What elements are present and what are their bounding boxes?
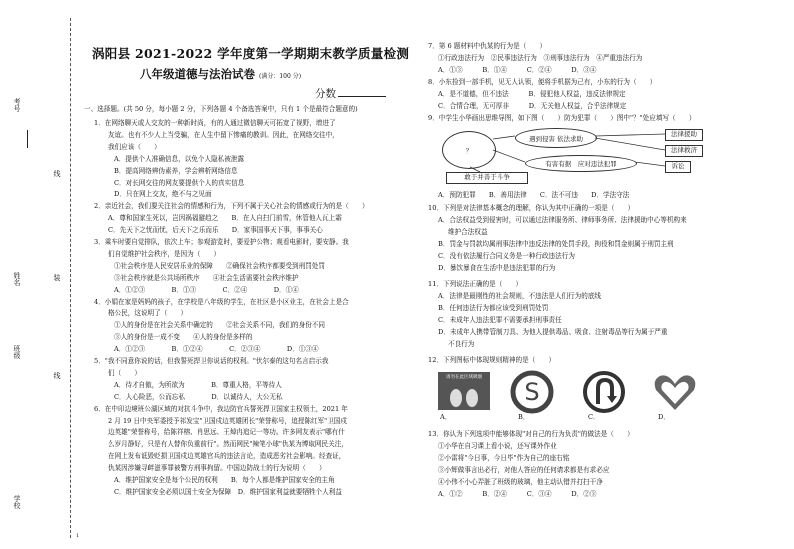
right-question-line: A．①③ B．①④ C．②④ D．③④ (438, 66, 597, 74)
mindmap-node-aid: 法律援助 (665, 129, 703, 141)
right-question-line: ①行政违法行为 ②民事违法行为 ③刑事违法行为 ④严重违法行为 (438, 54, 643, 62)
left-question-line: 在网上发布诋毁贬损卫国戍边英雄官兵的违法言论，造成恶劣社会影响。经查证， (108, 452, 346, 461)
seal-mark-2: 线 (53, 372, 61, 379)
quality-safety-s-icon (510, 370, 554, 414)
right-question-line: 11．下列说法正确的是（ ） (428, 280, 523, 288)
left-question-line: A．尊和国家生死以，岂因祸福避趋之 B．在人自扫门前雪，休管他人瓦上霜 (108, 214, 342, 223)
right-question-line: D．暴饮暴食在生活中是违法犯罪的行为 (438, 264, 556, 272)
right-question-line: 13．你认为下列选项中能够体现"对自己的行为负责"的做法是（ ） (428, 430, 634, 438)
left-question-line: ①人的身份是在社会关系中确定的 ②社会关系不同，我们的身份不同 (114, 321, 325, 330)
school-label: 学校 (13, 495, 21, 509)
mindmap-node-respond: 有害有据 应对违法犯罪 (525, 155, 637, 172)
left-question-line: 友谊。也有不少人上当受骗，在人生中留下惨痛的教训。因此，在网络交往中， (108, 130, 339, 139)
class-label: 班级 (13, 345, 21, 359)
right-question-line: C．没有依法履行合同义务是一种行政违法行为 (438, 252, 575, 260)
cut-mark: 装 (53, 274, 61, 281)
right-question-line: A．合法权益受到侵害时，可以通过法律服务所、律师事务所、法律援助中心等机构来 (438, 216, 687, 224)
no-u-turn-icon (582, 370, 626, 414)
icon-label-d: D． (658, 413, 670, 421)
left-question-line: 们自觉维护社会秩序，是因为（ ） (108, 249, 221, 258)
right-question-line: 8．小东捡到一部手机，见无人认领，便将手机据为己有，小东的行为（ ） (428, 78, 657, 86)
left-question-line: A．①②③ B．①②④ C．②③④ D．①③④ (114, 345, 319, 354)
exam-number-underline (27, 130, 28, 148)
right-question-line: A．法律是最刚性的社会规则，不违法是人们行为的底线 (438, 292, 602, 300)
right-question-line: C．未成年人违法犯罪不需要承担刑事责任 (438, 316, 562, 324)
right-question-line: 9．中学生小华画出思维导图，如下图（ ）防为犯罪（ ）图中"？"处应填写（ ） (428, 114, 696, 122)
left-question-line: 5．"我不同意你说的话，但我誓死捍卫你说话的权利。"伏尔泰的这句名言启示我 (94, 357, 329, 365)
left-question-line: 1．在网络聊天或人交友的一种新时尚，有的人通过微信聊天可拓宽了视野，增进了 (94, 119, 336, 127)
section-heading: 一、选择题。(共 50 分，每小题 2 分，下列各题 4 个备选答案中，只有 1 个是最符合题意的) (84, 105, 358, 113)
right-question-line: 7．第 6 题材料中仇某的行为是（ ） (428, 42, 547, 50)
left-question-line: A．①②③ B．①③ C．②④ D．①④ (114, 285, 299, 294)
mindmap-node-remedy: 法律救济 (665, 145, 703, 157)
left-question-line: C．对长网交往的网友要提供个人的真实信息 (114, 178, 245, 187)
heart-hand-icon (650, 370, 700, 414)
left-question-line: 2．亲近社会，我们要关注社会的情感和行为，下列不属于关心社会的情感或行为的是（ ） (94, 202, 369, 211)
mindmap-node-struggle: 敢于并善于斗争 (446, 172, 528, 184)
mindmap-node-help: 遇到侵害 依法求助 (515, 128, 597, 148)
left-question-line: 仇某因涉嫌寻衅滋事罪被警方刑事拘留。中国边防战士的行为说明（ ） (108, 464, 326, 473)
right-question-line: D．未成年人携带管制刀具、为他人提供毒品、吸食、注射毒品等行为属于严重 (438, 328, 668, 336)
left-question-line: 么岁月静好，只是有人替你负重前行"。然而网民"辣笔小球"仇某为博取网民关注， (108, 440, 348, 449)
right-question-line: C．合情合理，无可厚非 D．无关他人权益，合乎法律规定 (438, 102, 627, 110)
score-field: 分数 (315, 86, 386, 101)
exam-title: 涡阳县 2021-2022 学年度第一学期期末教学质量检测 (92, 46, 410, 61)
left-question-line: ①社会秩序是人民安居乐业的保障 ②确保社会秩序都要受到刑罚处罚 (114, 261, 325, 270)
left-question-line: ③社会秩序就是公共场所秩序 ④社会生活需要社会秩序维护 (114, 273, 299, 282)
no-smoking-area-icon: 请勿在此区域吸烟 (438, 372, 490, 410)
right-question-line: B．罚金与罚款均属刑事法律中违反法律的处罚手段，拘役和罚金则属于刑罚主刑 (438, 240, 674, 248)
right-question-line: B．任何违法行为都应该受到刑罚处罚 (438, 304, 549, 312)
left-question-line: A．维护国家安全是每个公民的权利 B．每个人都是维护国家安全的主角 (114, 476, 335, 484)
mindmap-node-lawsuit: 诉讼 (665, 161, 691, 173)
left-question-line: 们（ ） (108, 368, 141, 377)
left-question-line: C．人心险恶，公而忘私 D．以诚待人，大公无私 (114, 392, 283, 401)
left-question-line: ③人的身份是一成不变 ④人的身份是多样的 (114, 333, 253, 342)
icon-label-a: A． (440, 413, 452, 421)
left-question-line: D．只在网上交友，绝不与之见面 (114, 190, 212, 199)
right-question-line: A．①② B．②④ C．③④ D．②③ (438, 490, 597, 498)
left-question-line: 3．乘车时要自觉排队，依次上车；参观游览时，要爱护公物；观看电影时，要安静。我 (94, 238, 349, 246)
page-number: 1 (76, 533, 80, 539)
left-question-line: C．维护国家安全必须以国土安全为保障 D．维护国家利益就要牺牲个人利益 (114, 487, 342, 496)
left-question-line: 边英雄"荣誉称号，给陈祥榕、肖思远、王焯冉追记一等功。许多网友表示"哪有什 (108, 428, 345, 437)
right-question-line: ②小雷将"今日事，今日毕"作为自己的座右铭 (438, 454, 570, 462)
right-question-line: 12．下列图标中体现规则精神的是（ ） (428, 356, 556, 364)
mindmap-connectors (440, 122, 710, 187)
left-question-line: 4．小娟在家是妈妈的孩子，在学校是八年级的学生，在社区是小区业主，在社会上是合 (94, 297, 349, 306)
right-question-line: 不良行为 (448, 340, 475, 348)
icon-label-c: C． (588, 413, 600, 421)
left-question-line: 我们应该（ ） (108, 142, 161, 151)
left-question-line: B．提高网络辨伪素养，学会辨析网络信息 (114, 166, 238, 175)
left-question-line: 2 月 19 日中央军委授予祁发宝"卫国戍边英雄团长"荣誉称号，追授陈红军"卫国戍 (108, 416, 347, 425)
left-question-line: C．先天下之忧而忧，后天下之乐而乐 D．家事国事天下事，事事关心 (108, 226, 323, 235)
right-question-line: A．是不道德，但不违法 B．侵犯他人权益，违反法律规定 (438, 90, 626, 98)
mindmap-center: ？ (442, 131, 496, 169)
binding-line (70, 18, 71, 538)
right-question-line: ④小伟不小心弄脏了班级的玻璃，他主动认错并打扫干净 (438, 478, 603, 486)
left-question-line: A．提供个人准确信息，以免个人隐私被泄露 (114, 154, 245, 163)
left-question-line: 格公民，这说明了（ ） (108, 309, 188, 318)
right-question-line: ①小华在自习课上看小说，还写课外作业 (438, 442, 557, 450)
left-question-line: 6．在中印边境班公湖区域的对抗斗争中，我边防官兵誓死捍卫国家主权领土，2021 年 (94, 404, 348, 413)
right-question-line: 维护合法权益 (448, 228, 488, 236)
paper-subtitle: 八年级道德与法治试卷 (满分：100 分) (140, 67, 302, 81)
exam-number-label: 考号 (13, 98, 21, 112)
right-question-line: A．预防犯罪 B．善用法律 C．法不可违 D．学法守法 (438, 191, 630, 199)
right-question-line: ③小辉做事言出必行，对他人答应的任何请求都是有求必应 (438, 466, 610, 474)
svg-text:S: S (524, 378, 540, 406)
icon-label-b: B． (518, 413, 530, 421)
seal-mark: 线 (53, 170, 61, 177)
left-question-line: A．待才自傲，为所欲为 B．尊重人格，平等待人 (114, 380, 282, 389)
right-question-line: 10．下列是对法律基本概念的理解，你认为其中正确的一项是（ ） (428, 204, 635, 212)
name-label: 姓名 (13, 272, 21, 286)
